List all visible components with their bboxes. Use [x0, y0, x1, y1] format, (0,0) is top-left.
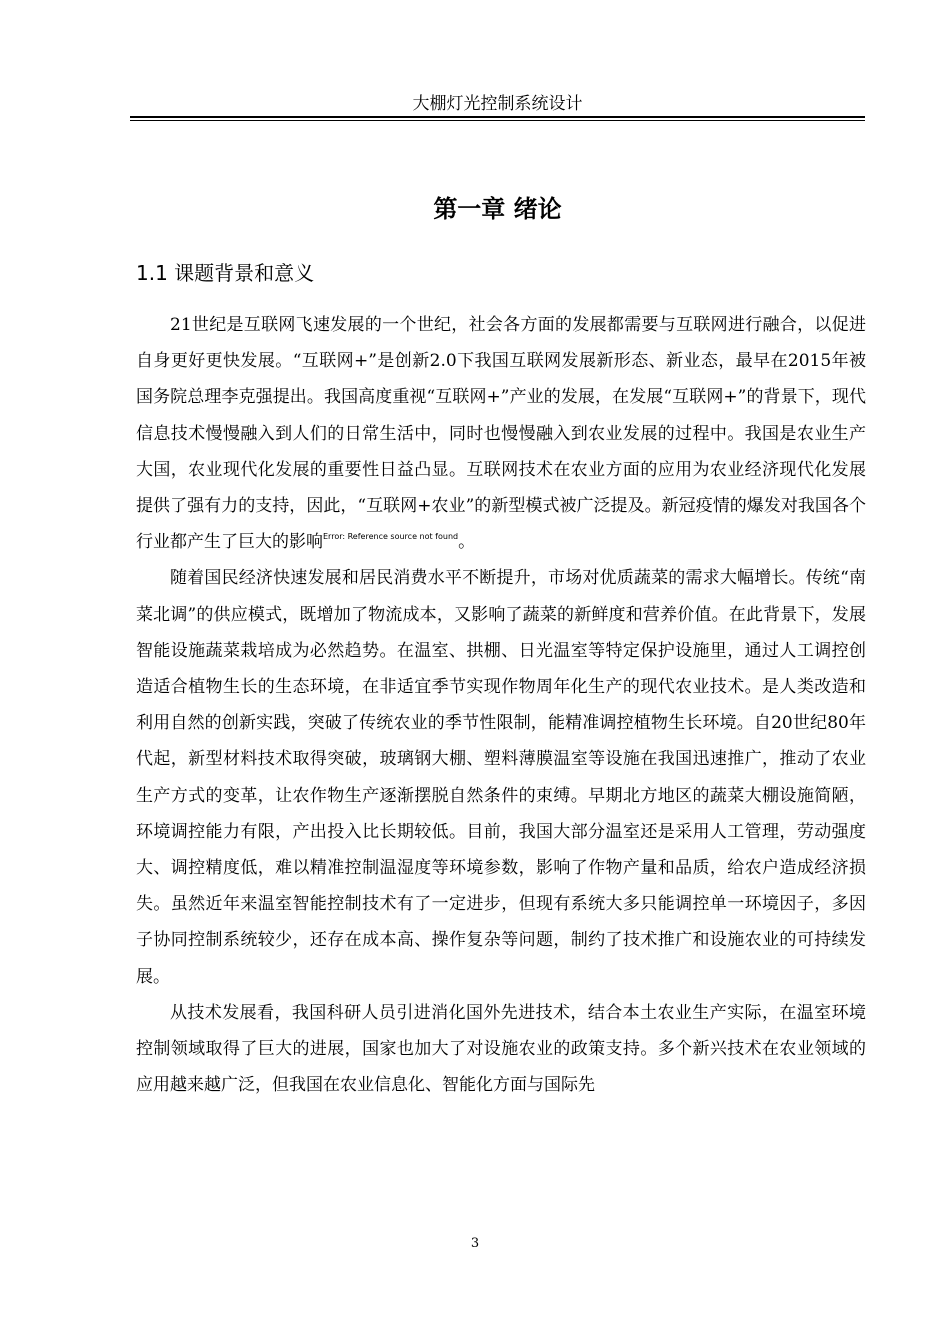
paragraph-1-text: 21世纪是互联网飞速发展的一个世纪，社会各方面的发展都需要与互联网进行融合，以促进自身更好更快发展。“互联网+”是创新2.0下我国互联网发展新形态、新业态，最早在2015年被国务院总理李克强提出。我国高度重视“互联网+”产业的发展，在发展“互联网+”的背景下，现代信息技术慢慢融入到人们的日常生活中，同时也慢慢融入到农业发展的过程中。我国是农业生产大国，农业现代化发展的重要性日益凸显。互联网技术在农业方面的应用为农业经济现代化发展提供了强有力的支持，因此，“互联网+农业”的新型模式被广泛提及。新冠疫情的爆发对我国各个行业都产生了巨大的影响	[136, 315, 866, 553]
chapter-title: 第一章 绪论	[433, 195, 562, 223]
header-rule	[130, 116, 865, 121]
body-text	[136, 307, 866, 1103]
paragraph-1-end: 。	[458, 532, 476, 553]
paragraph-1	[136, 307, 866, 560]
section-heading: 1.1 课题背景和意义	[136, 261, 315, 285]
reference-error: Error: Reference source not found	[323, 532, 459, 542]
page-number: 3	[470, 1236, 480, 1251]
paragraph-3: 从技术发展看，我国科研人员引进消化国外先进技术，结合本土农业生产实际，在温室环境控制领域取得了巨大的进展，国家也加大了对设施农业的政策支持。多个新兴技术在农业领域的应用越来越广泛，但我国在农业信息化、智能化方面与国际先	[136, 1002, 866, 1096]
paragraph-2: 随着国民经济快速发展和居民消费水平不断提升，市场对优质蔬菜的需求大幅增长。传统“南菜北调”的供应模式，既增加了物流成本，又影响了蔬菜的新鲜度和营养价值。在此背景下，发展智能设施蔬菜栽培成为必然趋势。在温室、拱棚、日光温室等特定保护设施里，通过人工调控创造适合植物生长的生态环境，在非适宜季节实现作物周年化生产的现代农业技术。是人类改造和利用自然的创新实践，突破了传统农业的季节性限制，能精准调控植物生长环境。自20世纪80年代起，新型材料技术取得突破，玻璃钢大棚、塑料薄膜温室等设施在我国迅速推广，推动了农业生产方式的变革，让农作物生产逐渐摆脱自然条件的束缚。早期北方地区的蔬菜大棚设施简陋，环境调控能力有限，产出投入比长期较低。目前，我国大部分温室还是采用人工管理，劳动强度大、调控精度低，难以精准控制温湿度等环境参数，影响了作物产量和品质，给农户造成经济损失。虽然近年来温室智能控制技术有了一定进步，但现有系统大多只能调控单一环境因子，多因子协同控制系统较少，还存在成本高、操作复杂等问题，制约了技术推广和设施农业的可持续发展。	[136, 568, 866, 987]
running-header: 大棚灯光控制系统设计	[412, 94, 583, 114]
